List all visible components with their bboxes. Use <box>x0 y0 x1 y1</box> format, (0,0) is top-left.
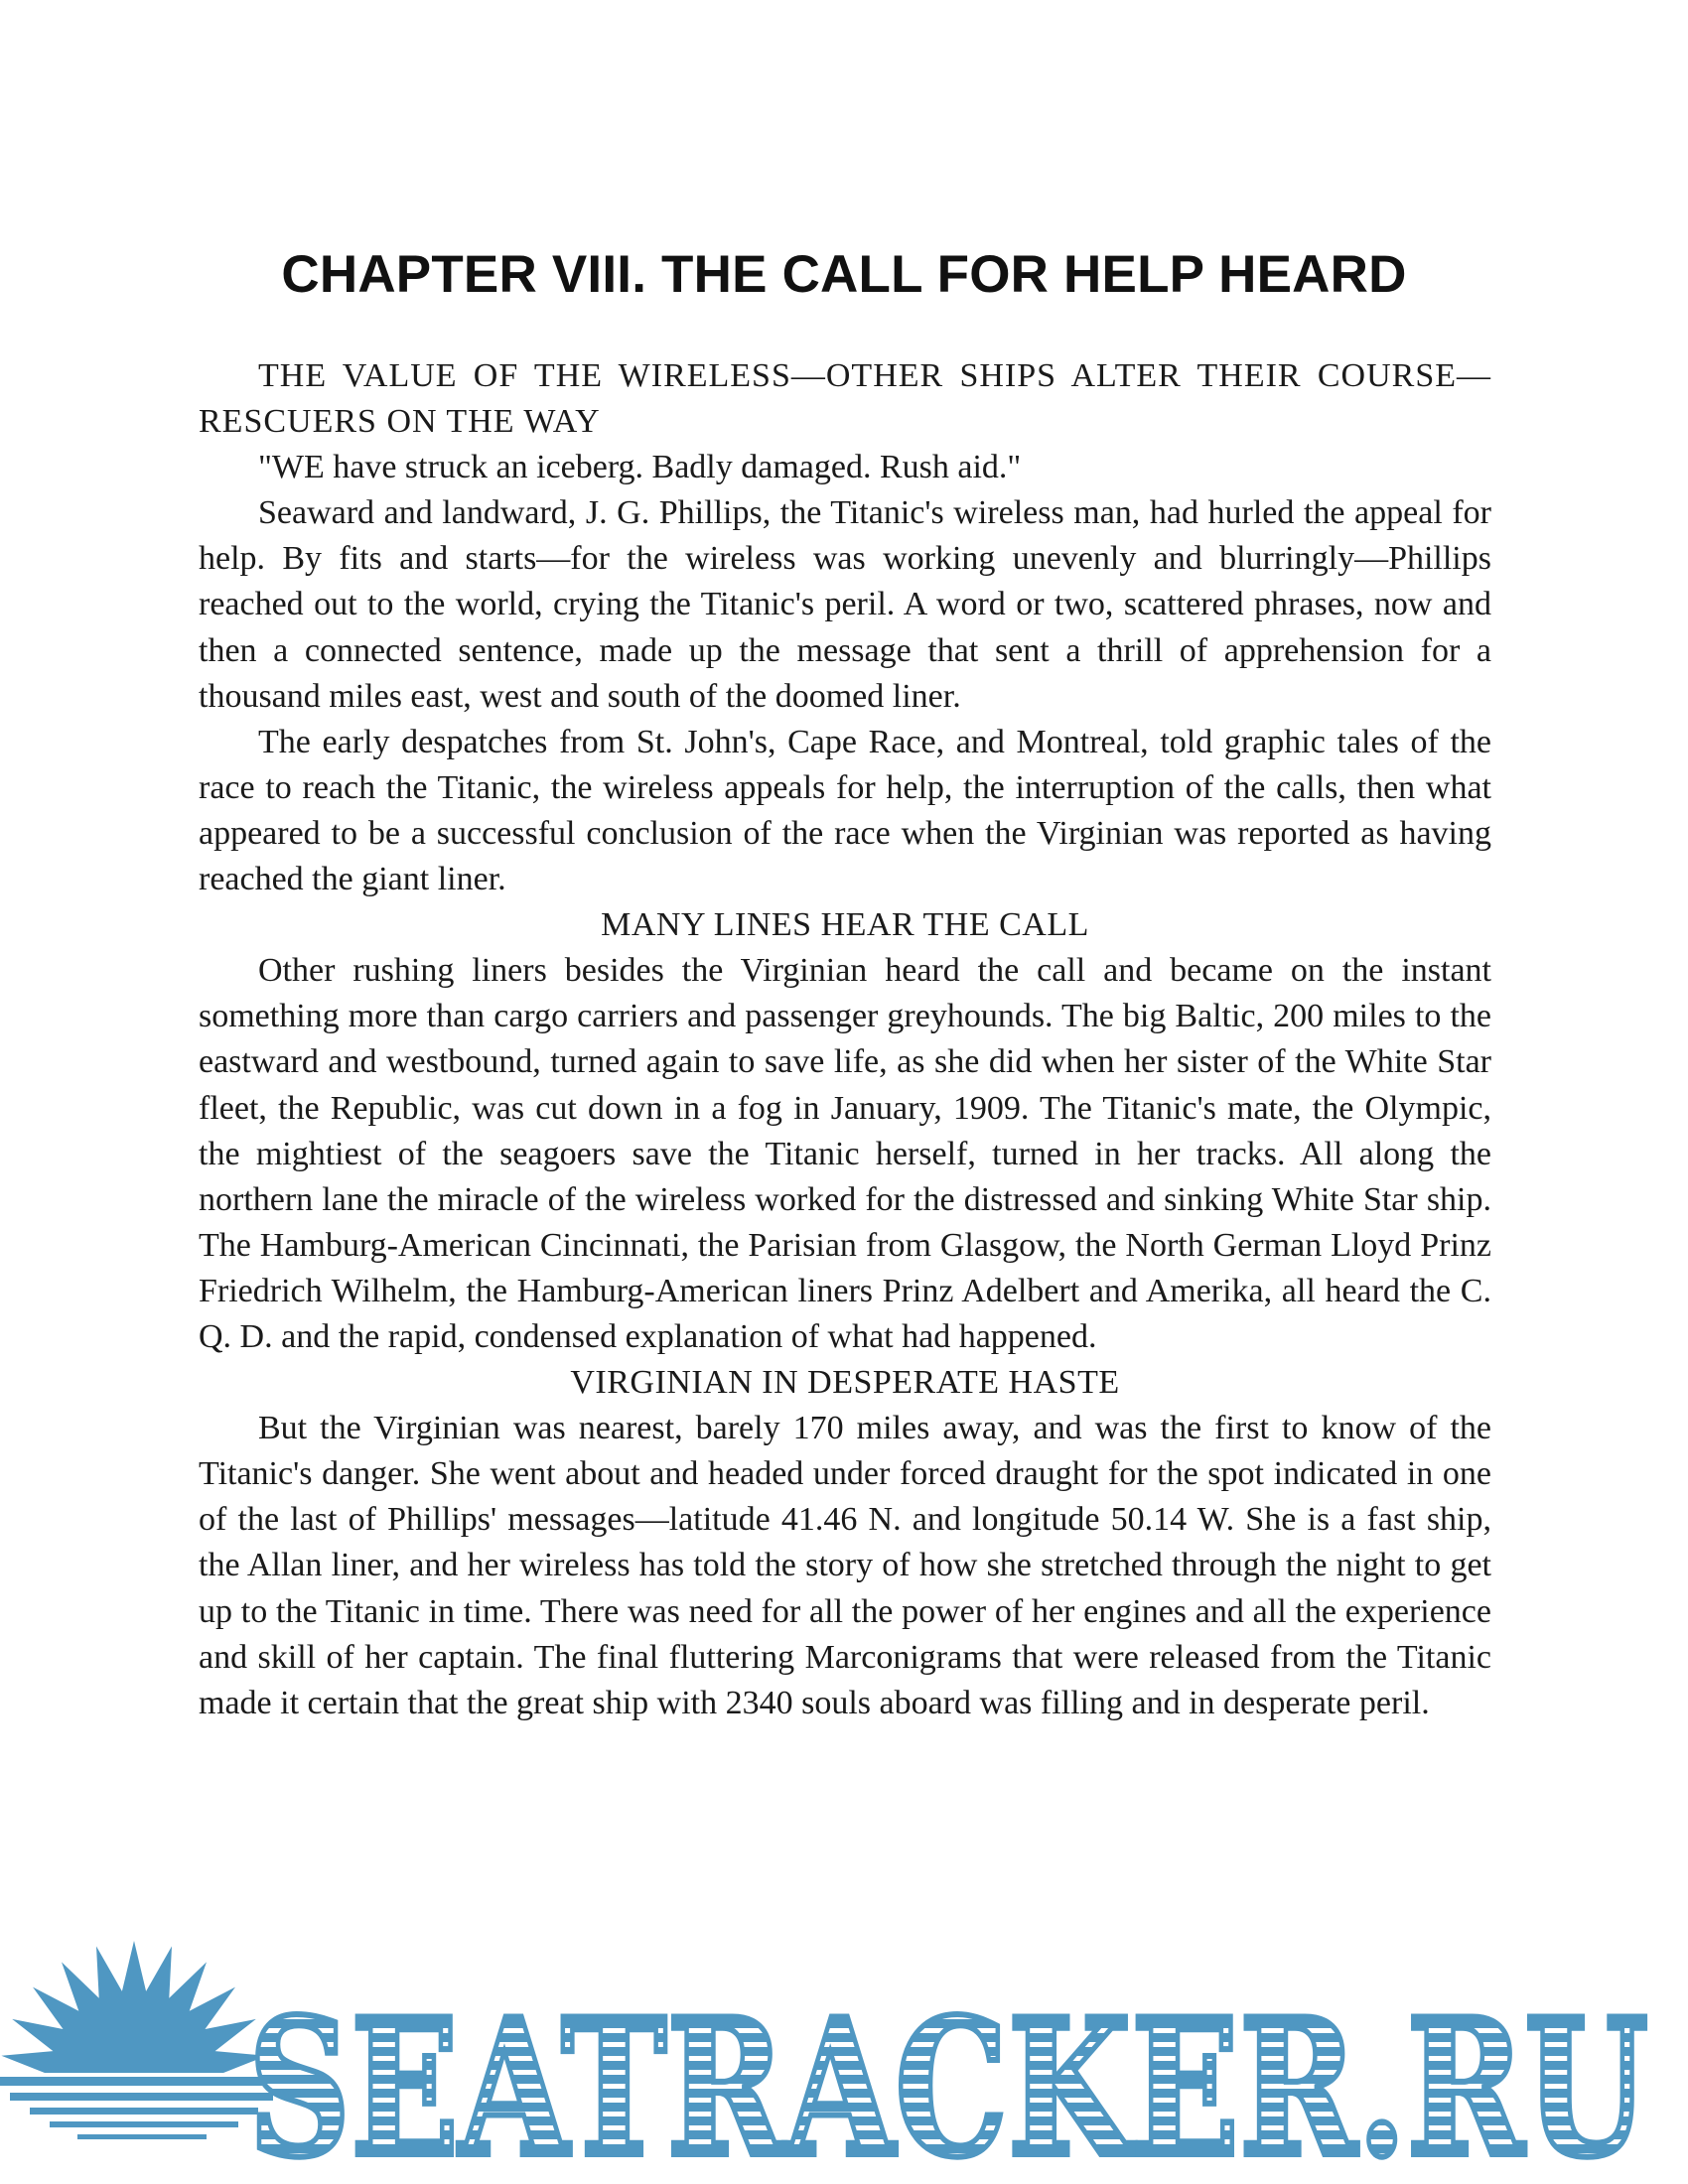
section-heading: MANY LINES HEAR THE CALL <box>601 906 1089 944</box>
paragraph-quote: "WE have struck an iceberg. Badly damaged. Rush aid." <box>258 449 1022 486</box>
paragraph: Seaward and landward, J. G. Phillips, the Titanic's wireless man, had hurled the appeal for help. By fits and starts—for the wireless was working unevenly and blurringly—Phillips reached out to the world, crying the Titanic's peril. A word or two, scattered phrases, now and then a connected sentence, made up the message that sent a thrill of apprehension for a thousand miles east, west and south of the doomed liner. <box>199 494 1491 715</box>
chapter-subheading: THE VALUE OF THE WIRELESS—OTHER SHIPS ALTER THEIR COURSE—RESCUERS ON THE WAY <box>199 357 1491 441</box>
paragraph: Other rushing liners besides the Virginian heard the call and became on the instant something more than cargo carriers and passenger greyhounds. The big Baltic, 200 miles to the eastward and westbound, turned again to save life, as she did when her sister of the White Star fleet, the Republic, was cut down in a fog in January, 1909. The Titanic's mate, the Olympic, the mightiest of the seagoers save the Titanic herself, turned in her tracks. All along the northern lane the miracle of the wireless worked for the distressed and sinking White Star ship. The Hamburg-American Cincinnati, the Parisian from Glasgow, the North German Lloyd Prinz Friedrich Wilhelm, the Hamburg-American liners Prinz Adelbert and Amerika, all heard the C. Q. D. and the rapid, condensed explanation of what had happened. <box>199 952 1491 1355</box>
chapter-title: CHAPTER VIII. THE CALL FOR HELP HEARD <box>281 245 1407 304</box>
watermark <box>0 1936 1688 2184</box>
chapter-body <box>199 353 1491 1726</box>
paragraph: But the Virginian was nearest, barely 170 miles away, and was the first to know of the Titanic's danger. She went about and headed under forced draught for the spot indicated in one of the last of Phillips' messages—latitude 41.46 N. and longitude 50.14 W. She is a fast ship, the Allan liner, and her wireless has told the story of how she stretched through the night to get up to the Titanic in time. There was need for all the power of her engines and all the experience and skill of her captain. The final fluttering Marconigrams that were released from the Titanic made it certain that the great ship with 2340 souls aboard was filling and in desperate peril. <box>199 1410 1491 1721</box>
sun-icon <box>0 1941 288 2184</box>
paragraph: The early despatches from St. John's, Cape Race, and Montreal, told graphic tales of the race to reach the Titanic, the wireless appeals for help, the interruption of the calls, then what appeared to be a successful conclusion of the race when the Virginian was reported as having reached the giant liner. <box>199 723 1491 898</box>
watermark-text: SEATRACKER.RU <box>248 1978 1648 2184</box>
watermark-text-fill: SEATRACKER.RU <box>248 1978 1648 2184</box>
section-heading: VIRGINIAN IN DESPERATE HASTE <box>570 1364 1120 1402</box>
